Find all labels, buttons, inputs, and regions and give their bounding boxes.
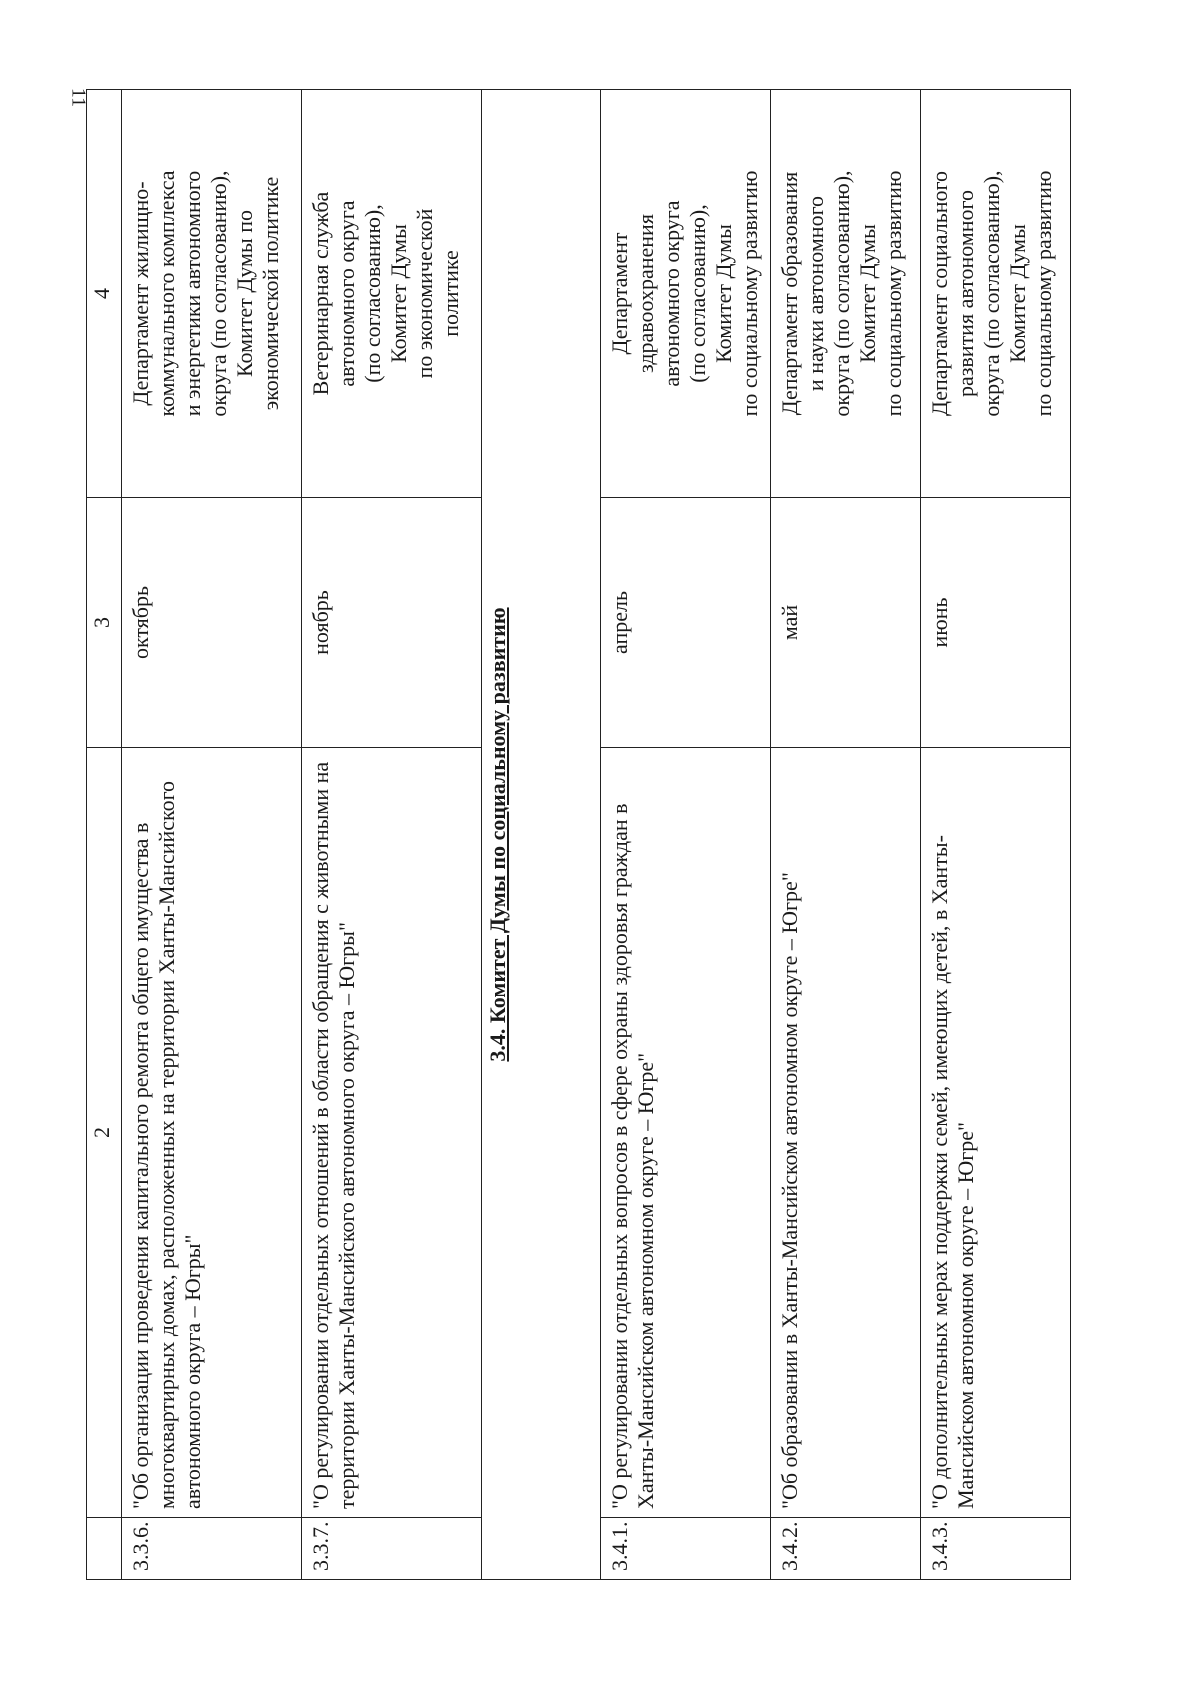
resp-line: Комитет Думы [385,224,411,363]
row-title: "Об образовании в Ханты-Мансийском автономном округе – Югре" [771,748,921,1518]
resp-line: и науки автономного [802,195,828,392]
row-responsible [601,90,771,498]
resp-line: Комитет Думы [1004,224,1030,363]
resp-line: (по согласованию), [359,204,385,383]
row-term: июнь [921,498,1071,748]
row-responsible [921,90,1071,498]
table-row [302,90,482,1580]
resp-line: по социальному развитию [1030,170,1056,417]
section-heading-row [482,90,601,1580]
row-title: "Об организации проведения капитального ремонта общего имущества в многоквартирных домах, расположенных на территории Ханты-Мансийского автономного округа – Югры" [122,748,302,1518]
resp-line: развития автономного [952,189,978,398]
table-row [771,90,921,1580]
resp-line: Ветеринарная служба [308,191,333,396]
header-col-2: 2 [87,748,122,1518]
resp-line: (по согласованию), [684,204,710,383]
row-title: "О дополнительных мерах поддержки семей, имеющих детей, в Ханты-Мансийском автономном округе – Югре" [921,748,1071,1518]
row-responsible [771,90,921,498]
resp-line: Комитет Думы [854,224,880,363]
resp-line: Департамент образования [777,171,802,416]
resp-line: округа (по согласованию), [205,170,231,417]
table-row [601,90,771,1580]
resp-line: политике [437,250,463,337]
row-number: 3.4.2. [771,1518,921,1580]
row-term: май [771,498,921,748]
resp-line: округа (по согласованию), [828,170,854,417]
resp-line: экономической политике [257,176,283,411]
resp-line: по социальному развитию [736,170,762,417]
row-number: 3.4.3. [921,1518,1071,1580]
section-title: 3.4. Комитет Думы по социальному развитию [482,90,601,1580]
row-number: 3.3.6. [122,1518,302,1580]
resp-line: Департамент [607,232,632,355]
resp-line: по экономической [411,208,437,379]
resp-line: округа (по согласованию), [978,170,1004,417]
resp-line: Комитет Думы [710,224,736,363]
row-title: "О регулировании отдельных вопросов в сфере охраны здоровья граждан в Ханты-Мансийском автономном округе – Югре" [601,748,771,1518]
resp-line: Комитет Думы по [231,209,257,378]
row-responsible [302,90,482,498]
row-title: "О регулировании отдельных отношений в области обращения с животными на территории Ханты-Мансийского автономного округа – Югры" [302,748,482,1518]
rotated-table-container [86,90,1071,1580]
resp-line: коммунального комплекса [153,170,179,417]
plan-table [86,89,1071,1580]
table-header-row [87,90,122,1580]
resp-line: Департамент социального [927,170,952,417]
resp-line: здравоохранения [632,214,658,373]
row-number: 3.4.1. [601,1518,771,1580]
table-row [122,90,302,1580]
resp-line: и энергетики автономного [179,170,205,417]
row-number: 3.3.7. [302,1518,482,1580]
table-row [921,90,1071,1580]
row-term: октябрь [122,498,302,748]
row-responsible [122,90,302,498]
resp-line: автономного округа [658,200,684,387]
resp-line: автономного округа [333,200,359,387]
resp-line: Департамент жилищно- [128,181,153,406]
header-col-4: 4 [87,90,122,498]
page-number: 11 [67,87,90,108]
header-col-1 [87,1518,122,1580]
header-col-3: 3 [87,498,122,748]
resp-line: по социальному развитию [880,170,906,417]
row-term: ноябрь [302,498,482,748]
row-term: апрель [601,498,771,748]
